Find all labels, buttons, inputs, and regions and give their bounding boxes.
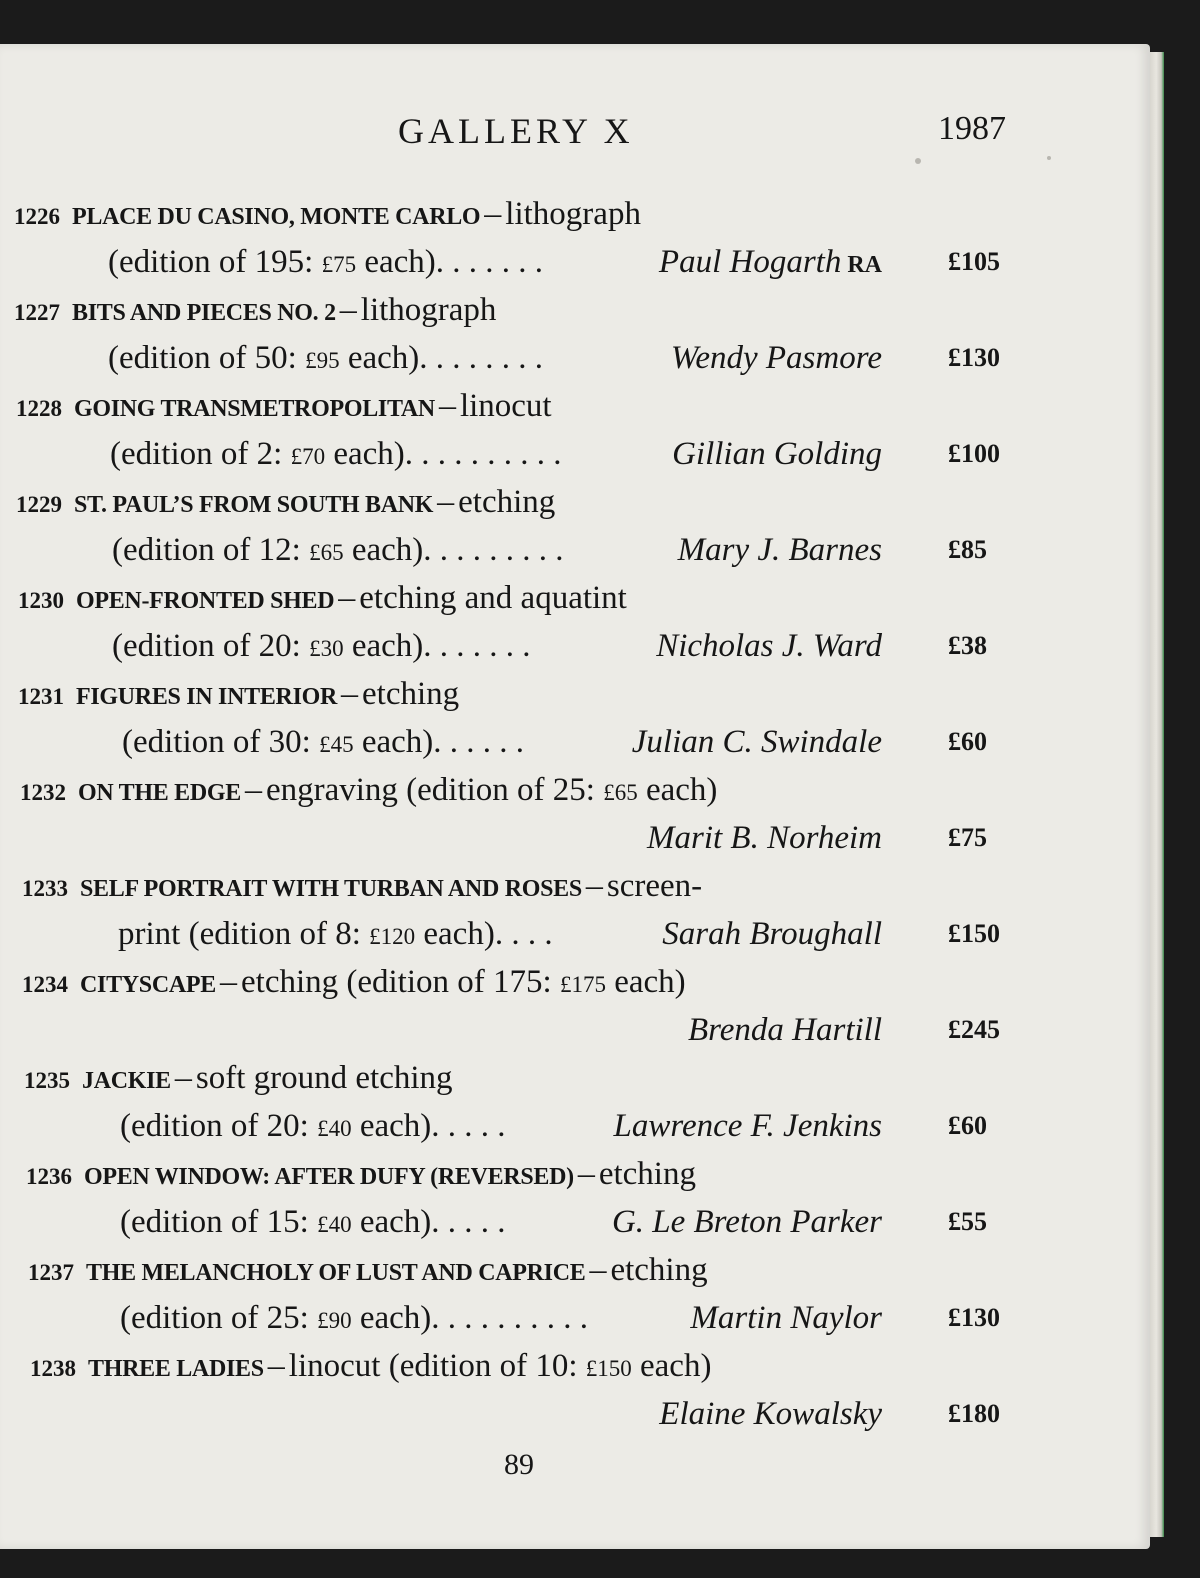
work-medium: linocut (edition of 10: (288, 1348, 586, 1384)
entry-detail-line (0, 814, 1150, 862)
artist-block (688, 1006, 882, 1054)
catalogue-entry (0, 574, 1150, 670)
entry-detail-line (0, 910, 1150, 958)
work-title: BITS AND PIECES NO. 2 (72, 300, 336, 326)
edition-open: (edition of 20: (112, 628, 310, 664)
separator-dash: – (577, 1155, 595, 1192)
work-title: ON THE EDGE (78, 780, 241, 806)
page-header (0, 110, 1150, 160)
entry-title-line (0, 1246, 1150, 1294)
artist-block (690, 1294, 882, 1342)
work-medium: lithograph (505, 196, 641, 232)
dot-leaders: . . . . . (431, 1204, 506, 1240)
entry-title-line (0, 766, 1150, 814)
work-price: £180 (948, 1399, 1000, 1428)
artist-name: Julian C. Swindale (631, 724, 882, 760)
entry-detail-line (0, 1390, 1150, 1438)
work-medium: lithograph (360, 292, 497, 328)
artist-name: Gillian Golding (672, 436, 882, 472)
catalogue-number: 1238 (30, 1356, 76, 1381)
catalogue-entry (0, 1246, 1150, 1342)
edition-info (108, 238, 543, 289)
edition-open: print (edition of 8: (118, 916, 370, 952)
catalogue-entry (0, 958, 1150, 1054)
catalogue-number: 1226 (14, 204, 60, 229)
artist-block (678, 526, 882, 574)
separator-dash: – (438, 387, 456, 424)
edition-unit-price: £75 (321, 252, 357, 277)
work-medium: etching (edition of 175: (241, 964, 560, 1000)
edition-open: (edition of 15: (120, 1204, 318, 1240)
artist-name: Elaine Kowalsky (659, 1396, 882, 1432)
separator-dash: – (174, 1059, 192, 1096)
catalogue-entry (0, 478, 1150, 574)
edition-open: (edition of 50: (108, 340, 306, 376)
edition-info (120, 1294, 588, 1345)
edition-unit-price: £45 (319, 732, 354, 757)
work-title: GOING TRANSMETROPOLITAN (74, 396, 435, 422)
edition-unit-price: £150 (585, 1356, 632, 1381)
edition-info (110, 430, 562, 481)
edition-close: each) (356, 244, 436, 280)
separator-dash: – (220, 963, 237, 1000)
work-medium: etching (610, 1252, 708, 1288)
gallery-title: GALLERY X (398, 111, 634, 151)
separator-dash: – (341, 675, 359, 712)
catalogue-number: 1230 (18, 588, 64, 613)
artist-block (612, 1198, 882, 1246)
dot-leaders: . . . . . (431, 1108, 506, 1144)
dot-leaders: . . . . . . (433, 724, 524, 760)
separator-dash: – (339, 291, 357, 328)
entry-title-line (0, 382, 1150, 430)
work-title: PLACE DU CASINO, MONTE CARLO (72, 204, 481, 230)
catalogue-number: 1228 (16, 396, 62, 421)
artist-block (656, 622, 882, 670)
catalogue-entry (0, 382, 1150, 478)
artist-name: Brenda Hartill (687, 1012, 882, 1048)
edition-close: each) (353, 724, 434, 760)
catalogue-number: 1227 (14, 300, 60, 325)
work-price: £150 (948, 919, 1000, 948)
entry-detail-line (0, 1102, 1150, 1150)
artist-block (659, 238, 882, 289)
edition-info (120, 1102, 506, 1153)
work-title: JACKIE (82, 1068, 171, 1094)
edition-unit-price: £30 (309, 636, 344, 661)
edition-open: (edition of 25: (120, 1300, 318, 1336)
edition-close: each) (415, 916, 495, 952)
page-edge (1150, 52, 1164, 1537)
edition-open: (edition of 2: (110, 436, 291, 472)
catalogue-number: 1233 (22, 876, 68, 901)
entry-title-line (0, 286, 1150, 334)
work-medium: soft ground etching (195, 1060, 453, 1096)
catalogue-entry (0, 1054, 1150, 1150)
artist-honour: RA (847, 252, 882, 278)
year: 1987 (938, 110, 1006, 147)
catalogue-number: 1237 (28, 1260, 74, 1285)
entry-detail-line (0, 430, 1150, 478)
edition-info (120, 1198, 506, 1249)
entry-title-line (0, 574, 1150, 622)
work-title: OPEN-FRONTED SHED (76, 588, 335, 614)
edition-close: each) (325, 436, 405, 472)
dot-leaders: . . . . . . . (435, 244, 543, 280)
edition-unit-price: £120 (369, 924, 416, 949)
separator-dash: – (437, 483, 455, 520)
edition-info (112, 526, 564, 577)
edition-close: each) (637, 772, 718, 808)
work-price: £130 (948, 1303, 1000, 1332)
work-price: £60 (948, 727, 987, 756)
catalogue-entry (0, 1342, 1150, 1438)
artist-block (672, 430, 882, 478)
edition-close: each) (351, 1108, 432, 1144)
catalogue-entry (0, 766, 1150, 862)
entry-title-line (0, 1342, 1150, 1390)
work-price: £100 (948, 439, 1000, 468)
work-title: CITYSCAPE (80, 972, 216, 998)
work-medium: etching (362, 676, 460, 712)
edition-close: each) (351, 1300, 432, 1336)
catalogue-number: 1236 (26, 1164, 72, 1189)
entry-title-line (0, 190, 1150, 238)
catalogue-entry (0, 190, 1150, 286)
catalogue-entry (0, 286, 1150, 382)
edition-unit-price: £70 (290, 444, 326, 469)
catalogue-number: 1232 (20, 780, 66, 805)
work-price: £75 (948, 823, 987, 852)
catalogue-entry (0, 862, 1150, 958)
work-price: £55 (948, 1207, 987, 1236)
edition-unit-price: £175 (559, 972, 606, 997)
separator-dash: – (585, 867, 603, 904)
dot-leaders: . . . . . . . (423, 628, 531, 664)
work-medium: engraving (edition of 25: (265, 772, 604, 808)
entry-title-line (0, 1150, 1150, 1198)
entry-detail-line (0, 526, 1150, 574)
artist-name: Wendy Pasmore (670, 340, 882, 376)
edition-unit-price: £95 (305, 348, 340, 373)
entry-title-line (0, 862, 1150, 910)
edition-info (108, 334, 543, 385)
separator-dash: – (244, 771, 262, 808)
catalogue-number: 1231 (18, 684, 64, 709)
edition-open: (edition of 20: (120, 1108, 318, 1144)
work-title: THREE LADIES (88, 1356, 264, 1382)
artist-block (647, 814, 882, 862)
artist-name: Martin Naylor (690, 1300, 882, 1336)
artist-name: Nicholas J. Ward (656, 628, 882, 664)
dot-leaders: . . . . . . . . (419, 340, 543, 376)
separator-dash: – (589, 1251, 607, 1288)
separator-dash: – (267, 1347, 285, 1384)
edition-open: (edition of 30: (122, 724, 320, 760)
entry-title-line (0, 478, 1150, 526)
entry-detail-line (0, 334, 1150, 382)
dot-leaders: . . . . (494, 916, 553, 952)
edition-info (118, 910, 553, 961)
work-medium: screen- (606, 868, 703, 904)
edition-open: (edition of 12: (112, 532, 310, 568)
artist-name: G. Le Breton Parker (611, 1204, 882, 1240)
artist-name: Mary J. Barnes (677, 532, 882, 568)
work-price: £60 (948, 1111, 987, 1140)
entry-title-line (0, 1054, 1150, 1102)
entry-title-line (0, 670, 1150, 718)
edition-close: each) (343, 628, 424, 664)
work-medium: etching (458, 484, 556, 520)
artist-block (662, 910, 882, 958)
artist-name: Lawrence F. Jenkins (613, 1108, 882, 1144)
entry-detail-line (0, 1294, 1150, 1342)
edition-close: each) (605, 964, 686, 1000)
edition-close: each) (631, 1348, 712, 1384)
entry-detail-line (0, 238, 1150, 286)
edition-unit-price: £65 (309, 540, 344, 565)
artist-name: Marit B. Norheim (647, 820, 882, 856)
edition-info (112, 622, 531, 673)
edition-unit-price: £40 (317, 1116, 352, 1141)
separator-dash: – (338, 579, 356, 616)
work-medium: etching and aquatint (359, 580, 627, 616)
artist-name: Paul Hogarth (658, 244, 842, 280)
page-number: 89 (504, 1448, 534, 1481)
dot-leaders: . . . . . . . . . (423, 532, 564, 568)
work-title: ST. PAUL’S FROM SOUTH BANK (74, 492, 434, 518)
entry-detail-line (0, 1198, 1150, 1246)
entry-title-line (0, 958, 1150, 1006)
artist-block (671, 334, 882, 382)
edition-info (122, 718, 524, 769)
work-medium: etching (598, 1156, 696, 1192)
work-price: £130 (948, 343, 1000, 372)
edition-close: each) (339, 340, 420, 376)
artist-block (632, 718, 882, 766)
catalogue-entry (0, 1150, 1150, 1246)
separator-dash: – (484, 195, 502, 232)
dot-leaders: . . . . . . . . . . (404, 436, 562, 472)
artist-block (613, 1102, 882, 1150)
work-medium: linocut (459, 388, 552, 424)
catalogue-number: 1234 (22, 972, 68, 997)
catalogue-number: 1229 (16, 492, 62, 517)
edition-open: (edition of 195: (108, 244, 322, 280)
work-price: £245 (948, 1015, 1000, 1044)
work-title: OPEN WINDOW: AFTER DUFY (REVERSED) (84, 1164, 574, 1190)
entry-detail-line (0, 622, 1150, 670)
artist-name: Sarah Broughall (662, 916, 882, 952)
catalogue-list (0, 190, 1150, 1438)
catalogue-entry (0, 670, 1150, 766)
edition-unit-price: £90 (317, 1308, 352, 1333)
work-title: THE MELANCHOLY OF LUST AND CAPRICE (86, 1260, 586, 1286)
work-price: £105 (948, 247, 1000, 276)
entry-detail-line (0, 1006, 1150, 1054)
work-title: SELF PORTRAIT WITH TURBAN AND ROSES (80, 876, 582, 902)
artist-block (659, 1390, 882, 1438)
work-price: £85 (948, 535, 987, 564)
catalogue-number: 1235 (24, 1068, 70, 1093)
edition-close: each) (343, 532, 424, 568)
work-price: £38 (948, 631, 987, 660)
entry-detail-line (0, 718, 1150, 766)
edition-unit-price: £40 (317, 1212, 352, 1237)
edition-unit-price: £65 (603, 780, 638, 805)
work-title: FIGURES IN INTERIOR (76, 684, 338, 710)
edition-close: each) (351, 1204, 432, 1240)
dot-leaders: . . . . . . . . . . (431, 1300, 588, 1336)
